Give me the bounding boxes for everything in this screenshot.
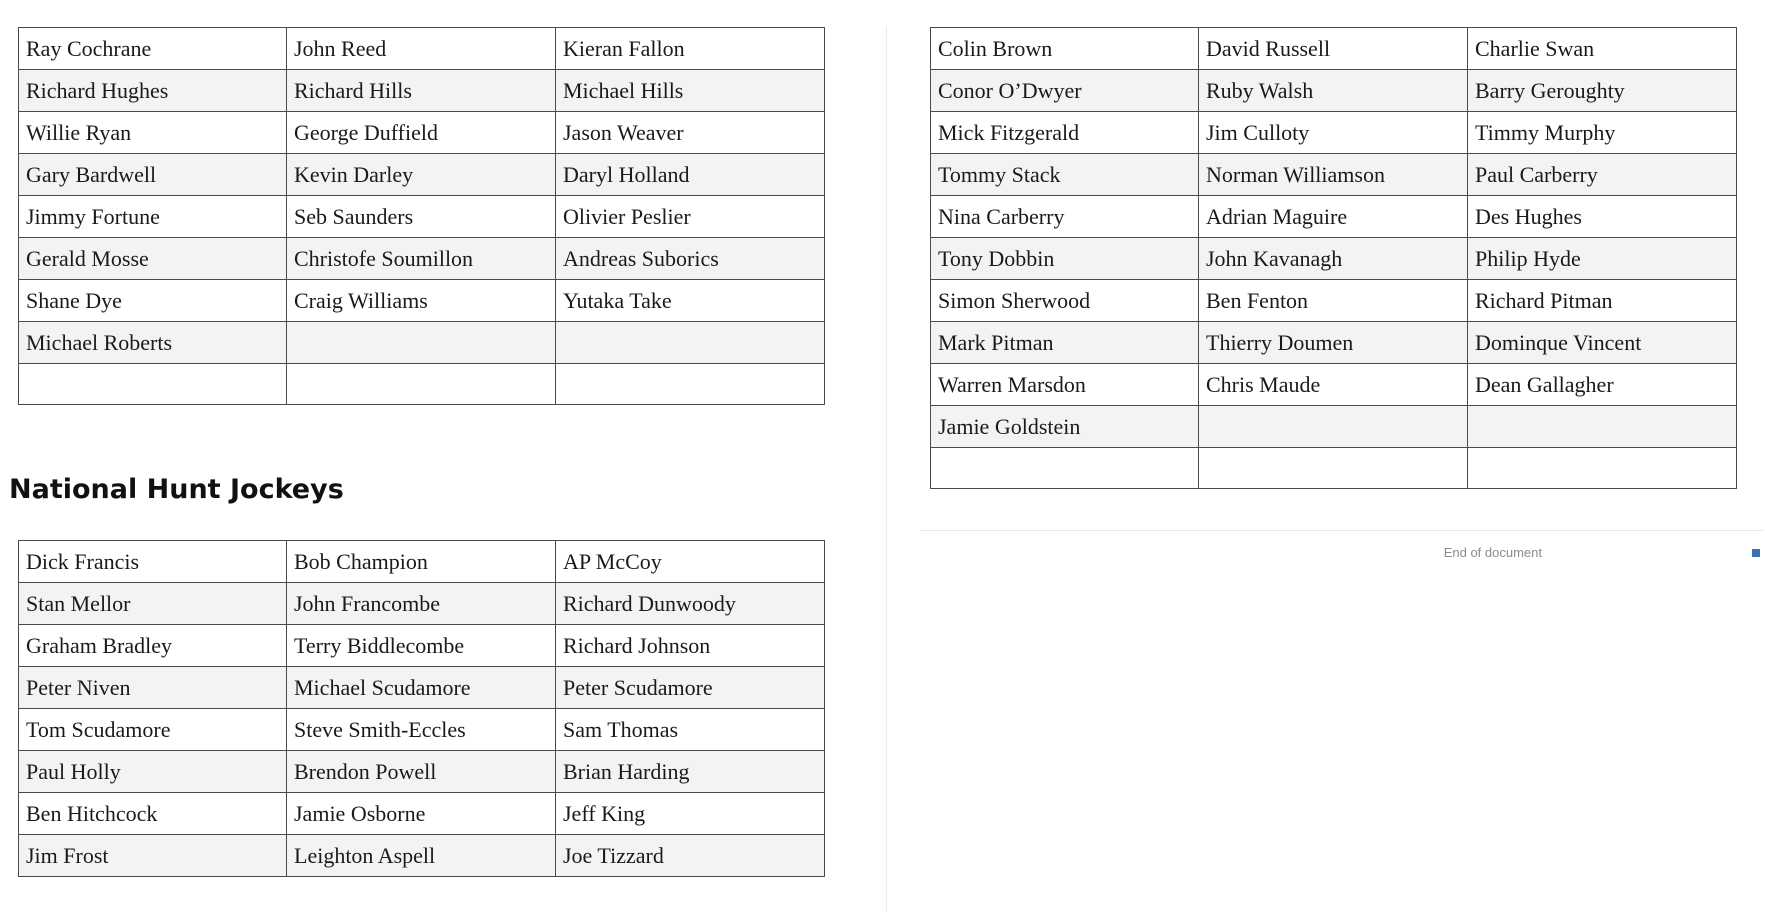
table-cell: Graham Bradley (19, 625, 287, 667)
table-row (19, 751, 825, 793)
national-hunt-jockeys-table-continued (930, 27, 1737, 489)
table-row (931, 70, 1737, 112)
table-cell (1199, 406, 1468, 448)
table-cell: Ben Hitchcock (19, 793, 287, 835)
table-cell (1199, 448, 1468, 489)
table-cell: Nina Carberry (931, 196, 1199, 238)
table-row (19, 280, 825, 322)
table-cell: Barry Geroughty (1468, 70, 1737, 112)
table-cell: John Francombe (287, 583, 556, 625)
table-cell (556, 322, 825, 364)
table-row (19, 541, 825, 583)
table-cell: Chris Maude (1199, 364, 1468, 406)
table-cell: John Reed (287, 28, 556, 70)
table-row (931, 28, 1737, 70)
table-cell: Richard Dunwoody (556, 583, 825, 625)
table-cell: Joe Tizzard (556, 835, 825, 877)
table-cell: Dominque Vincent (1468, 322, 1737, 364)
page-divider (886, 26, 887, 911)
national-hunt-jockeys-table (18, 540, 825, 877)
table-cell: Mark Pitman (931, 322, 1199, 364)
table-cell: Ben Fenton (1199, 280, 1468, 322)
table-cell: Shane Dye (19, 280, 287, 322)
table-cell: Brian Harding (556, 751, 825, 793)
table-cell: Richard Pitman (1468, 280, 1737, 322)
table-row (931, 280, 1737, 322)
table-cell (1468, 448, 1737, 489)
section-heading: National Hunt Jockeys (9, 474, 344, 505)
table-row (931, 112, 1737, 154)
table-cell: Steve Smith-Eccles (287, 709, 556, 751)
table-cell: Jim Culloty (1199, 112, 1468, 154)
table-row (931, 196, 1737, 238)
table-cell: Seb Saunders (287, 196, 556, 238)
table-cell: Brendon Powell (287, 751, 556, 793)
table-row (19, 322, 825, 364)
table-row (931, 448, 1737, 489)
table-cell: Philip Hyde (1468, 238, 1737, 280)
table-cell: Jamie Osborne (287, 793, 556, 835)
table-cell: Olivier Peslier (556, 196, 825, 238)
table-cell: George Duffield (287, 112, 556, 154)
table-cell: Sam Thomas (556, 709, 825, 751)
table-row (931, 238, 1737, 280)
table-cell: Timmy Murphy (1468, 112, 1737, 154)
table-cell: Simon Sherwood (931, 280, 1199, 322)
table-cell: Yutaka Take (556, 280, 825, 322)
table-cell: Stan Mellor (19, 583, 287, 625)
table-cell: Leighton Aspell (287, 835, 556, 877)
table-row (931, 322, 1737, 364)
table-cell: Michael Roberts (19, 322, 287, 364)
table-cell: Bob Champion (287, 541, 556, 583)
table-cell: Adrian Maguire (1199, 196, 1468, 238)
table-cell: Andreas Suborics (556, 238, 825, 280)
table-cell: Jeff King (556, 793, 825, 835)
table-cell: Charlie Swan (1468, 28, 1737, 70)
table-cell: Gary Bardwell (19, 154, 287, 196)
table-cell: Mick Fitzgerald (931, 112, 1199, 154)
table-row (931, 154, 1737, 196)
table-row (19, 667, 825, 709)
table-row (19, 709, 825, 751)
end-of-document-rule (920, 530, 1763, 531)
table-row (19, 196, 825, 238)
table-row (19, 835, 825, 877)
table-row (19, 364, 825, 405)
table-cell: Dick Francis (19, 541, 287, 583)
table-cell: John Kavanagh (1199, 238, 1468, 280)
table-row (931, 364, 1737, 406)
table-cell: Kevin Darley (287, 154, 556, 196)
table-cell: Paul Holly (19, 751, 287, 793)
table-cell: Tony Dobbin (931, 238, 1199, 280)
table-cell (287, 322, 556, 364)
table-cell: Tom Scudamore (19, 709, 287, 751)
flat-jockeys-table (18, 27, 825, 405)
table-cell: Norman Williamson (1199, 154, 1468, 196)
table-row (19, 154, 825, 196)
table-cell (1468, 406, 1737, 448)
table-cell (931, 448, 1199, 489)
table-cell: Thierry Doumen (1199, 322, 1468, 364)
table-row (19, 238, 825, 280)
table-cell: Terry Biddlecombe (287, 625, 556, 667)
table-cell: Colin Brown (931, 28, 1199, 70)
table-cell: David Russell (1199, 28, 1468, 70)
table-row (931, 406, 1737, 448)
end-of-document-marker-icon (1752, 549, 1760, 557)
table-row (19, 625, 825, 667)
table-cell: Christofe Soumillon (287, 238, 556, 280)
table-cell: Richard Hills (287, 70, 556, 112)
table-cell (19, 364, 287, 405)
table-row (19, 28, 825, 70)
table-cell (287, 364, 556, 405)
table-cell: AP McCoy (556, 541, 825, 583)
table-cell: Jimmy Fortune (19, 196, 287, 238)
table-cell: Ray Cochrane (19, 28, 287, 70)
table-row (19, 112, 825, 154)
table-cell: Ruby Walsh (1199, 70, 1468, 112)
table-cell: Jim Frost (19, 835, 287, 877)
table-cell: Daryl Holland (556, 154, 825, 196)
table-cell: Tommy Stack (931, 154, 1199, 196)
table-cell: Richard Johnson (556, 625, 825, 667)
table-cell (556, 364, 825, 405)
table-cell: Des Hughes (1468, 196, 1737, 238)
table-cell: Paul Carberry (1468, 154, 1737, 196)
end-of-document-label: End of document (1443, 545, 1542, 560)
table-cell: Jamie Goldstein (931, 406, 1199, 448)
table-row (19, 70, 825, 112)
table-cell: Conor O’Dwyer (931, 70, 1199, 112)
table-cell: Kieran Fallon (556, 28, 825, 70)
table-cell: Willie Ryan (19, 112, 287, 154)
table-cell: Warren Marsdon (931, 364, 1199, 406)
table-cell: Jason Weaver (556, 112, 825, 154)
table-cell: Michael Scudamore (287, 667, 556, 709)
table-cell: Peter Scudamore (556, 667, 825, 709)
table-cell: Richard Hughes (19, 70, 287, 112)
table-cell: Peter Niven (19, 667, 287, 709)
table-cell: Craig Williams (287, 280, 556, 322)
table-cell: Dean Gallagher (1468, 364, 1737, 406)
table-row (19, 793, 825, 835)
table-cell: Gerald Mosse (19, 238, 287, 280)
table-cell: Michael Hills (556, 70, 825, 112)
table-row (19, 583, 825, 625)
